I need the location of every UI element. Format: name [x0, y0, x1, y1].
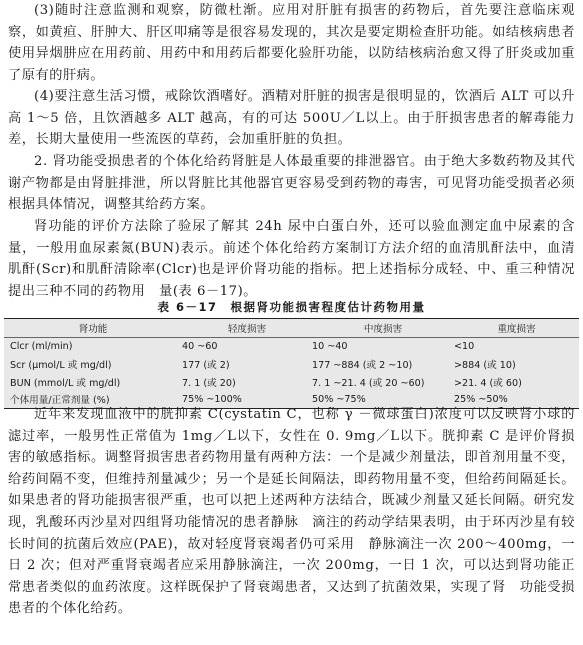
table-cell: >884 (或 10): [454, 360, 516, 372]
table-title: 表 6－17 根据肾功能损害程度估计药物用量: [157, 300, 426, 314]
table-cell: 40 ~60: [182, 341, 218, 353]
table-header-cell: 肾功能: [4, 319, 182, 338]
paragraph-text: (3)随时注意监测和观察，防微杜渐。应用对肝脏有损害的药物后，首先要注意临床观察，如黄疸、肝肿大、肝区叩痛等是很容易发现的，其次是要定期检查肝功能。如结核病患者使用异烟肼应在用药前、用药中和用药后都要化验肝功能，以防结核病治愈又得了肝炎或加重了原有的肝病。: [8, 3, 575, 83]
table-row: [4, 373, 579, 391]
table-cell: 50% ~75%: [312, 391, 454, 409]
table-cell: >21. 4 (或 60): [454, 377, 522, 389]
table-cell: 10 ~40: [312, 341, 348, 353]
table-cell: <10: [454, 341, 475, 353]
paragraph-monitoring: [0, 0, 583, 86]
table-header-cell: 轻度损害: [182, 319, 312, 338]
table-cell: 75% ~100%: [182, 391, 312, 409]
paragraph-cystatin: [0, 404, 583, 620]
paragraph-text: 2. 肾功能受损患者的个体化给药肾脏是人体最重要的排泄器官。由于绝大多数药物及其代谢产物都是由肾脏排泄，所以肾脏比其他器官更容易受到药物的毒害，可见肾功能受损者必须根据具体情况，调整其给药方案。: [8, 154, 575, 213]
dosage-table: [4, 318, 579, 409]
paragraph-text: 近年来发现血液中的胱抑素 C(cystatin C，也称 γ －微球蛋白)浓度可以反映肾小球的滤过率，一般男性正常值为 1mg／L以下，女性在 0. 9mg／L以下。胱抑素 C 是评价肾损害的敏感指标。调整肾损害患者药物用量有两种方法：一个是减少剂量法，即首剂用量不变，给药间隔不变，但维持剂量减少；另一个是延长间隔法，即药物用量不变，但给药间隔延长。如果患者的肾功能损害很严重，也可以把上述两种方法结合，既减少剂量又延长间隔。研究发现，乳酸环丙沙星对四组肾功能情况的患者静脉 滴注的药动学结果表明，由于环丙沙星有较长时间的抗菌后效应(PAE)，故对轻度肾衰竭者仍可采用 静脉滴注一次 200～400mg，一日 2 次；但对严重肾衰竭者应采用静脉滴注，一次 200mg，一日 1 次，可以达到肾功能正常患者类似的血药浓度。这样既保护了肾衰竭患者，又达到了抗菌效果，实现了肾 功能受损患者的个体化给药。: [8, 407, 575, 617]
table-cell: Clcr (ml/min): [10, 341, 73, 353]
table-cell: 25% ~50%: [454, 391, 579, 409]
table-cell: 7. 1 ~21. 4 (或 20 ~60): [312, 377, 425, 389]
table-cell: 177 (或 2): [182, 360, 230, 372]
paragraph-kidney-intro: [0, 151, 583, 216]
paragraph-text: (4)要注意生活习惯，戒除饮酒嗜好。酒精对肝脏的损害是很明显的，饮酒后 ALT 可以升高 1～5 倍，且饮酒越多 ALT 越高，有的可达 500U／L以上。由于肝损害患者的解毒能力差，长期大量使用一些流医的草药，会加重肝脏的负担。: [8, 89, 575, 148]
table-header-cell: 重度损害: [454, 319, 579, 338]
table-header-row: [4, 319, 579, 338]
table-header-cell: 中度损害: [312, 319, 454, 338]
table-cell: 177 ~884 (或 2 ~10): [312, 360, 413, 372]
paragraph-text: 肾功能的评价方法除了验尿了解其 24h 尿中白蛋白外，还可以验血测定血中尿素的含量，一般用血尿素氮(BUN)表示。前述个体化给药方案制订方法介绍的血清肌酐法中，血清肌酐(Scr)和肌酐清除率(Clcr)也是评价肾功能的指标。把上述指标分成轻、中、重三种情况提出三种不同的药物用 量(表 6－17)。: [8, 219, 575, 299]
table-cell: Scr (μmol/L 或 mg/dl): [10, 360, 112, 372]
table-cell: BUN (mmol/L 或 mg/dl): [10, 377, 121, 389]
table-row: [4, 338, 579, 356]
table-cell: 7. 1 (或 20): [182, 377, 236, 389]
paragraph-kidney-evaluation: [0, 216, 583, 302]
paragraph-lifestyle: [0, 86, 583, 151]
table-cell: 个体用量/正常剂量 (%): [4, 391, 182, 409]
table-row: [4, 356, 579, 374]
